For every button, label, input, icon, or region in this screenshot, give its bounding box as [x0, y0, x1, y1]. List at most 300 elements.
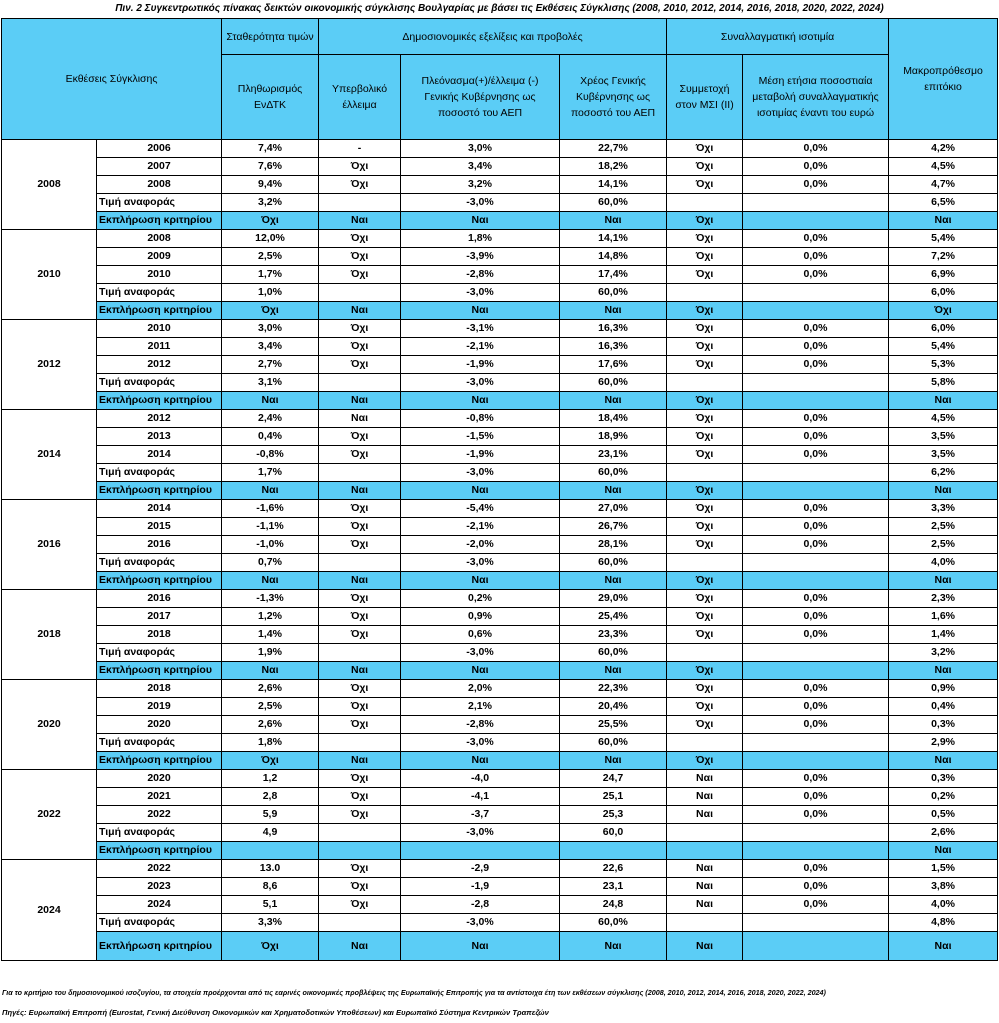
reference-row — [2, 284, 998, 302]
erm-cell — [667, 644, 743, 662]
col-fx-change: Μέση ετήσια ποσοστιαία μεταβολή συναλλαγματικής ισοτιμίας έναντι του ευρώ — [743, 55, 889, 140]
erm-cell: Όχι — [667, 716, 743, 734]
debt-cell: 20,4% — [560, 698, 667, 716]
debt-cell: 22,6 — [560, 860, 667, 878]
fx-cell — [743, 932, 889, 961]
fx-cell — [743, 914, 889, 932]
deficit-cell — [319, 644, 401, 662]
col-excessive-deficit: Υπερβολικό έλλειμα — [319, 55, 401, 140]
long-term-cell: 3,5% — [889, 428, 998, 446]
long-term-cell: 3,8% — [889, 878, 998, 896]
table-row — [2, 716, 998, 734]
inflation-cell: 12,0% — [222, 230, 319, 248]
criterion-row — [2, 302, 998, 320]
debt-cell: 60,0% — [560, 374, 667, 392]
criterion-row — [2, 842, 998, 860]
debt-cell: Ναι — [560, 392, 667, 410]
erm-cell — [667, 554, 743, 572]
debt-cell: 29,0% — [560, 590, 667, 608]
deficit-cell — [319, 824, 401, 842]
balance-cell: 3,4% — [401, 158, 560, 176]
deficit-cell — [319, 914, 401, 932]
deficit-cell: Ναι — [319, 302, 401, 320]
balance-cell: -3,0% — [401, 644, 560, 662]
erm-cell: Όχι — [667, 698, 743, 716]
fx-cell — [743, 374, 889, 392]
data-year-label: 2012 — [97, 410, 222, 428]
inflation-cell: 1,7% — [222, 266, 319, 284]
data-year-label: 2013 — [97, 428, 222, 446]
table-row — [2, 158, 998, 176]
long-term-cell: 1,4% — [889, 626, 998, 644]
criterion-row — [2, 572, 998, 590]
table-row — [2, 536, 998, 554]
inflation-cell: 2,5% — [222, 698, 319, 716]
deficit-cell: Όχι — [319, 680, 401, 698]
inflation-cell: 2,6% — [222, 680, 319, 698]
fx-cell: 0,0% — [743, 248, 889, 266]
deficit-cell: Όχι — [319, 788, 401, 806]
erm-cell: Όχι — [667, 752, 743, 770]
deficit-cell: Ναι — [319, 410, 401, 428]
inflation-cell: Ναι — [222, 392, 319, 410]
deficit-cell: Όχι — [319, 266, 401, 284]
long-term-cell: 4,5% — [889, 158, 998, 176]
fx-cell — [743, 662, 889, 680]
footnote-sources: Πηγές: Ευρωπαϊκή Επιτροπή (Eurostat, Γενική Διεύθυνση Οικονομικών και Χρηματοδοτικών Υποθέσεων) και Ευρωπαϊκό Σύστημα Κεντρικών Τραπεζών — [2, 1008, 549, 1017]
inflation-cell: 1,0% — [222, 284, 319, 302]
data-year-label: 2008 — [97, 230, 222, 248]
table-row — [2, 140, 998, 158]
data-year-label: 2014 — [97, 446, 222, 464]
erm-cell: Όχι — [667, 338, 743, 356]
long-term-cell: Ναι — [889, 932, 998, 961]
balance-cell: -2,0% — [401, 536, 560, 554]
deficit-cell: Όχι — [319, 770, 401, 788]
data-year-label: 2018 — [97, 626, 222, 644]
debt-cell: 23,3% — [560, 626, 667, 644]
header-reports: Εκθέσεις Σύγκλισης — [2, 19, 222, 140]
row-label: Εκπλήρωση κριτηρίου — [97, 662, 222, 680]
data-year-label: 2011 — [97, 338, 222, 356]
table-row — [2, 878, 998, 896]
debt-cell: 25,1 — [560, 788, 667, 806]
deficit-cell: Όχι — [319, 176, 401, 194]
balance-cell: -3,0% — [401, 194, 560, 212]
deficit-cell: Όχι — [319, 446, 401, 464]
deficit-cell — [319, 734, 401, 752]
inflation-cell: 7,6% — [222, 158, 319, 176]
inflation-cell: 9,4% — [222, 176, 319, 194]
debt-cell: 14,1% — [560, 176, 667, 194]
erm-cell: Όχι — [667, 302, 743, 320]
fx-cell: 0,0% — [743, 770, 889, 788]
deficit-cell: Όχι — [319, 338, 401, 356]
balance-cell: -2,9 — [401, 860, 560, 878]
long-term-cell: Ναι — [889, 752, 998, 770]
debt-cell: 60,0% — [560, 734, 667, 752]
deficit-cell — [319, 284, 401, 302]
erm-cell — [667, 842, 743, 860]
erm-cell: Όχι — [667, 140, 743, 158]
balance-cell: -1,9% — [401, 356, 560, 374]
data-year-label: 2008 — [97, 176, 222, 194]
debt-cell: 60,0% — [560, 194, 667, 212]
erm-cell: Όχι — [667, 410, 743, 428]
table-row — [2, 230, 998, 248]
balance-cell: -4,1 — [401, 788, 560, 806]
col-government-balance: Πλεόνασμα(+)/έλλειμα (-) Γενικής Κυβέρνησης ως ποσοστό του ΑΕΠ — [401, 55, 560, 140]
inflation-cell: Όχι — [222, 212, 319, 230]
report-year: 2020 — [2, 680, 97, 770]
debt-cell: 60,0% — [560, 284, 667, 302]
deficit-cell: Ναι — [319, 662, 401, 680]
row-label: Εκπλήρωση κριτηρίου — [97, 302, 222, 320]
balance-cell: -3,0% — [401, 554, 560, 572]
deficit-cell: Όχι — [319, 428, 401, 446]
balance-cell: -3,1% — [401, 320, 560, 338]
criterion-row — [2, 482, 998, 500]
table-row — [2, 320, 998, 338]
erm-cell: Ναι — [667, 860, 743, 878]
fx-cell: 0,0% — [743, 338, 889, 356]
deficit-cell: Ναι — [319, 212, 401, 230]
row-label: Εκπλήρωση κριτηρίου — [97, 572, 222, 590]
long-term-cell: 2,6% — [889, 824, 998, 842]
deficit-cell — [319, 464, 401, 482]
row-label: Εκπλήρωση κριτηρίου — [97, 482, 222, 500]
row-label: Τιμή αναφοράς — [97, 464, 222, 482]
report-year: 2018 — [2, 590, 97, 680]
erm-cell: Ναι — [667, 806, 743, 824]
reference-row — [2, 644, 998, 662]
table-row — [2, 248, 998, 266]
inflation-cell: 5,1 — [222, 896, 319, 914]
debt-cell: 22,7% — [560, 140, 667, 158]
long-term-cell: 2,3% — [889, 590, 998, 608]
debt-cell: Ναι — [560, 572, 667, 590]
reference-row — [2, 464, 998, 482]
long-term-cell: 5,4% — [889, 230, 998, 248]
fx-cell: 0,0% — [743, 356, 889, 374]
deficit-cell: Ναι — [319, 572, 401, 590]
fx-cell: 0,0% — [743, 788, 889, 806]
fx-cell — [743, 842, 889, 860]
convergence-table — [1, 18, 998, 961]
debt-cell: 25,4% — [560, 608, 667, 626]
balance-cell: 3,0% — [401, 140, 560, 158]
long-term-cell: 6,9% — [889, 266, 998, 284]
row-label: Τιμή αναφοράς — [97, 824, 222, 842]
footnote-fiscal: Για το κριτήριο του δημοσιονομικού ισοζυγίου, τα στοιχεία προέρχονται από τις εαρινές οικονομικές προβλέψεις της Ευρωπαϊκής Επιτροπής για τα αντίστοιχα έτη των εκθέσεων σύγκλισης (2008, 2010, 2012, 2014, 2016, 2018, 2020, 2022, 2024) — [2, 988, 826, 997]
inflation-cell: 8,6 — [222, 878, 319, 896]
data-year-label: 2014 — [97, 500, 222, 518]
deficit-cell: Ναι — [319, 482, 401, 500]
long-term-cell: Ναι — [889, 572, 998, 590]
fx-cell: 0,0% — [743, 608, 889, 626]
criterion-row — [2, 932, 998, 961]
erm-cell: Όχι — [667, 176, 743, 194]
balance-cell: -3,0% — [401, 464, 560, 482]
row-label: Τιμή αναφοράς — [97, 734, 222, 752]
deficit-cell: Όχι — [319, 608, 401, 626]
table-row — [2, 428, 998, 446]
debt-cell: 17,4% — [560, 266, 667, 284]
criterion-row — [2, 752, 998, 770]
fx-cell — [743, 194, 889, 212]
erm-cell: Ναι — [667, 788, 743, 806]
col-inflation: Πληθωρισμός ΕνΔΤΚ — [222, 55, 319, 140]
long-term-cell: 3,2% — [889, 644, 998, 662]
erm-cell — [667, 914, 743, 932]
long-term-cell: 6,0% — [889, 320, 998, 338]
inflation-cell: 0,4% — [222, 428, 319, 446]
data-year-label: 2022 — [97, 860, 222, 878]
debt-cell: 24,8 — [560, 896, 667, 914]
table-row — [2, 518, 998, 536]
deficit-cell: Όχι — [319, 896, 401, 914]
deficit-cell: Ναι — [319, 752, 401, 770]
balance-cell: 0,6% — [401, 626, 560, 644]
debt-cell — [560, 842, 667, 860]
inflation-cell — [222, 842, 319, 860]
long-term-cell: 4,0% — [889, 896, 998, 914]
debt-cell: 60,0% — [560, 554, 667, 572]
inflation-cell: 3,3% — [222, 914, 319, 932]
erm-cell: Ναι — [667, 932, 743, 961]
debt-cell: 16,3% — [560, 338, 667, 356]
balance-cell: -3,0% — [401, 374, 560, 392]
balance-cell: -2,1% — [401, 518, 560, 536]
erm-cell: Όχι — [667, 446, 743, 464]
header-fiscal: Δημοσιονομικές εξελίξεις και προβολές — [319, 19, 667, 55]
long-term-cell: 6,5% — [889, 194, 998, 212]
inflation-cell: 1,8% — [222, 734, 319, 752]
fx-cell — [743, 644, 889, 662]
erm-cell: Όχι — [667, 266, 743, 284]
inflation-cell: 0,7% — [222, 554, 319, 572]
data-year-label: 2019 — [97, 698, 222, 716]
debt-cell: Ναι — [560, 212, 667, 230]
debt-cell: 24,7 — [560, 770, 667, 788]
fx-cell — [743, 734, 889, 752]
erm-cell: Όχι — [667, 536, 743, 554]
balance-cell: -5,4% — [401, 500, 560, 518]
balance-cell: -2,8 — [401, 896, 560, 914]
inflation-cell: 4,9 — [222, 824, 319, 842]
long-term-cell: 5,8% — [889, 374, 998, 392]
erm-cell — [667, 734, 743, 752]
fx-cell: 0,0% — [743, 590, 889, 608]
long-term-cell: Όχι — [889, 302, 998, 320]
balance-cell: 2,1% — [401, 698, 560, 716]
deficit-cell: Ναι — [319, 932, 401, 961]
inflation-cell: 1,9% — [222, 644, 319, 662]
inflation-cell: Όχι — [222, 752, 319, 770]
long-term-cell: 2,9% — [889, 734, 998, 752]
erm-cell: Όχι — [667, 158, 743, 176]
debt-cell: 23,1 — [560, 878, 667, 896]
footnotes — [0, 983, 999, 1023]
report-year: 2008 — [2, 140, 97, 230]
deficit-cell: Όχι — [319, 230, 401, 248]
criterion-row — [2, 662, 998, 680]
fx-cell — [743, 572, 889, 590]
balance-cell: -3,0% — [401, 734, 560, 752]
erm-cell: Όχι — [667, 356, 743, 374]
deficit-cell: Όχι — [319, 806, 401, 824]
fx-cell: 0,0% — [743, 158, 889, 176]
inflation-cell: Ναι — [222, 662, 319, 680]
inflation-cell: 3,4% — [222, 338, 319, 356]
table-row — [2, 626, 998, 644]
reference-row — [2, 914, 998, 932]
long-term-cell: 0,3% — [889, 770, 998, 788]
balance-cell: -1,9 — [401, 878, 560, 896]
fx-cell: 0,0% — [743, 266, 889, 284]
long-term-cell: 2,5% — [889, 536, 998, 554]
debt-cell: Ναι — [560, 932, 667, 961]
inflation-cell: Όχι — [222, 932, 319, 961]
erm-cell: Όχι — [667, 590, 743, 608]
long-term-cell: 6,2% — [889, 464, 998, 482]
debt-cell: 25,3 — [560, 806, 667, 824]
fx-cell: 0,0% — [743, 860, 889, 878]
inflation-cell: -1,1% — [222, 518, 319, 536]
row-label: Τιμή αναφοράς — [97, 374, 222, 392]
erm-cell: Ναι — [667, 770, 743, 788]
row-label: Τιμή αναφοράς — [97, 644, 222, 662]
deficit-cell: Όχι — [319, 698, 401, 716]
inflation-cell: 13.0 — [222, 860, 319, 878]
data-year-label: 2021 — [97, 788, 222, 806]
balance-cell: -3,0% — [401, 824, 560, 842]
erm-cell — [667, 374, 743, 392]
inflation-cell: 2,6% — [222, 716, 319, 734]
reference-row — [2, 374, 998, 392]
header-price-stability: Σταθερότητα τιμών — [222, 19, 319, 55]
fx-cell: 0,0% — [743, 446, 889, 464]
data-year-label: 2016 — [97, 536, 222, 554]
deficit-cell — [319, 842, 401, 860]
table-row — [2, 446, 998, 464]
erm-cell — [667, 284, 743, 302]
data-year-label: 2020 — [97, 716, 222, 734]
deficit-cell: Όχι — [319, 860, 401, 878]
long-term-cell: Ναι — [889, 212, 998, 230]
fx-cell: 0,0% — [743, 140, 889, 158]
data-year-label: 2009 — [97, 248, 222, 266]
inflation-cell: 3,2% — [222, 194, 319, 212]
data-year-label: 2006 — [97, 140, 222, 158]
erm-cell: Όχι — [667, 500, 743, 518]
balance-cell: Ναι — [401, 662, 560, 680]
report-year: 2022 — [2, 770, 97, 860]
table-row — [2, 788, 998, 806]
fx-cell — [743, 284, 889, 302]
fx-cell: 0,0% — [743, 698, 889, 716]
row-label: Εκπλήρωση κριτηρίου — [97, 752, 222, 770]
inflation-cell: 1,2 — [222, 770, 319, 788]
deficit-cell: Όχι — [319, 518, 401, 536]
reference-row — [2, 194, 998, 212]
long-term-cell: Ναι — [889, 662, 998, 680]
reference-row — [2, 554, 998, 572]
erm-cell: Όχι — [667, 320, 743, 338]
fx-cell: 0,0% — [743, 716, 889, 734]
balance-cell: Ναι — [401, 752, 560, 770]
inflation-cell: 2,7% — [222, 356, 319, 374]
data-year-label: 2015 — [97, 518, 222, 536]
long-term-cell: 6,0% — [889, 284, 998, 302]
data-year-label: 2022 — [97, 806, 222, 824]
long-term-cell: 2,5% — [889, 518, 998, 536]
fx-cell — [743, 482, 889, 500]
debt-cell: 22,3% — [560, 680, 667, 698]
inflation-cell: 2,4% — [222, 410, 319, 428]
criterion-row — [2, 212, 998, 230]
fx-cell: 0,0% — [743, 410, 889, 428]
long-term-cell: 0,9% — [889, 680, 998, 698]
erm-cell: Όχι — [667, 572, 743, 590]
long-term-cell: 5,4% — [889, 338, 998, 356]
balance-cell — [401, 842, 560, 860]
row-label: Εκπλήρωση κριτηρίου — [97, 932, 222, 961]
inflation-cell: 2,8 — [222, 788, 319, 806]
long-term-cell: 5,3% — [889, 356, 998, 374]
balance-cell: -3,0% — [401, 284, 560, 302]
row-label: Τιμή αναφοράς — [97, 284, 222, 302]
data-year-label: 2010 — [97, 266, 222, 284]
fx-cell: 0,0% — [743, 626, 889, 644]
balance-cell: Ναι — [401, 572, 560, 590]
table-title: Πιν. 2 Συγκεντρωτικός πίνακας δεικτών οικονομικής σύγκλισης Βουλγαρίας με βάσει τις Εκθέσεις Σύγκλισης (2008, 2010, 2012, 2014, 2016, 2018, 2020, 2022, 2024) — [115, 3, 884, 14]
deficit-cell: Όχι — [319, 878, 401, 896]
debt-cell: 60,0% — [560, 644, 667, 662]
fx-cell: 0,0% — [743, 806, 889, 824]
erm-cell: Όχι — [667, 608, 743, 626]
long-term-cell: 4,5% — [889, 410, 998, 428]
long-term-cell: 0,2% — [889, 788, 998, 806]
erm-cell: Όχι — [667, 482, 743, 500]
balance-cell: 3,2% — [401, 176, 560, 194]
row-label: Εκπλήρωση κριτηρίου — [97, 842, 222, 860]
col-erm-participation: Συμμετοχή στον ΜΣΙ (ΙΙ) — [667, 55, 743, 140]
long-term-cell: 0,3% — [889, 716, 998, 734]
table-row — [2, 176, 998, 194]
debt-cell: 60,0 — [560, 824, 667, 842]
inflation-cell: -1,0% — [222, 536, 319, 554]
report-year: 2012 — [2, 320, 97, 410]
row-label: Εκπλήρωση κριτηρίου — [97, 392, 222, 410]
fx-cell: 0,0% — [743, 518, 889, 536]
inflation-cell: Όχι — [222, 302, 319, 320]
table-row — [2, 590, 998, 608]
inflation-cell: Ναι — [222, 482, 319, 500]
table-body — [2, 140, 998, 961]
long-term-cell: 4,8% — [889, 914, 998, 932]
long-term-cell: 0,5% — [889, 806, 998, 824]
inflation-cell: 3,1% — [222, 374, 319, 392]
deficit-cell — [319, 194, 401, 212]
report-year: 2010 — [2, 230, 97, 320]
erm-cell — [667, 824, 743, 842]
balance-cell: 0,9% — [401, 608, 560, 626]
balance-cell: -4,0 — [401, 770, 560, 788]
row-label: Τιμή αναφοράς — [97, 194, 222, 212]
deficit-cell: Όχι — [319, 590, 401, 608]
debt-cell: Ναι — [560, 302, 667, 320]
